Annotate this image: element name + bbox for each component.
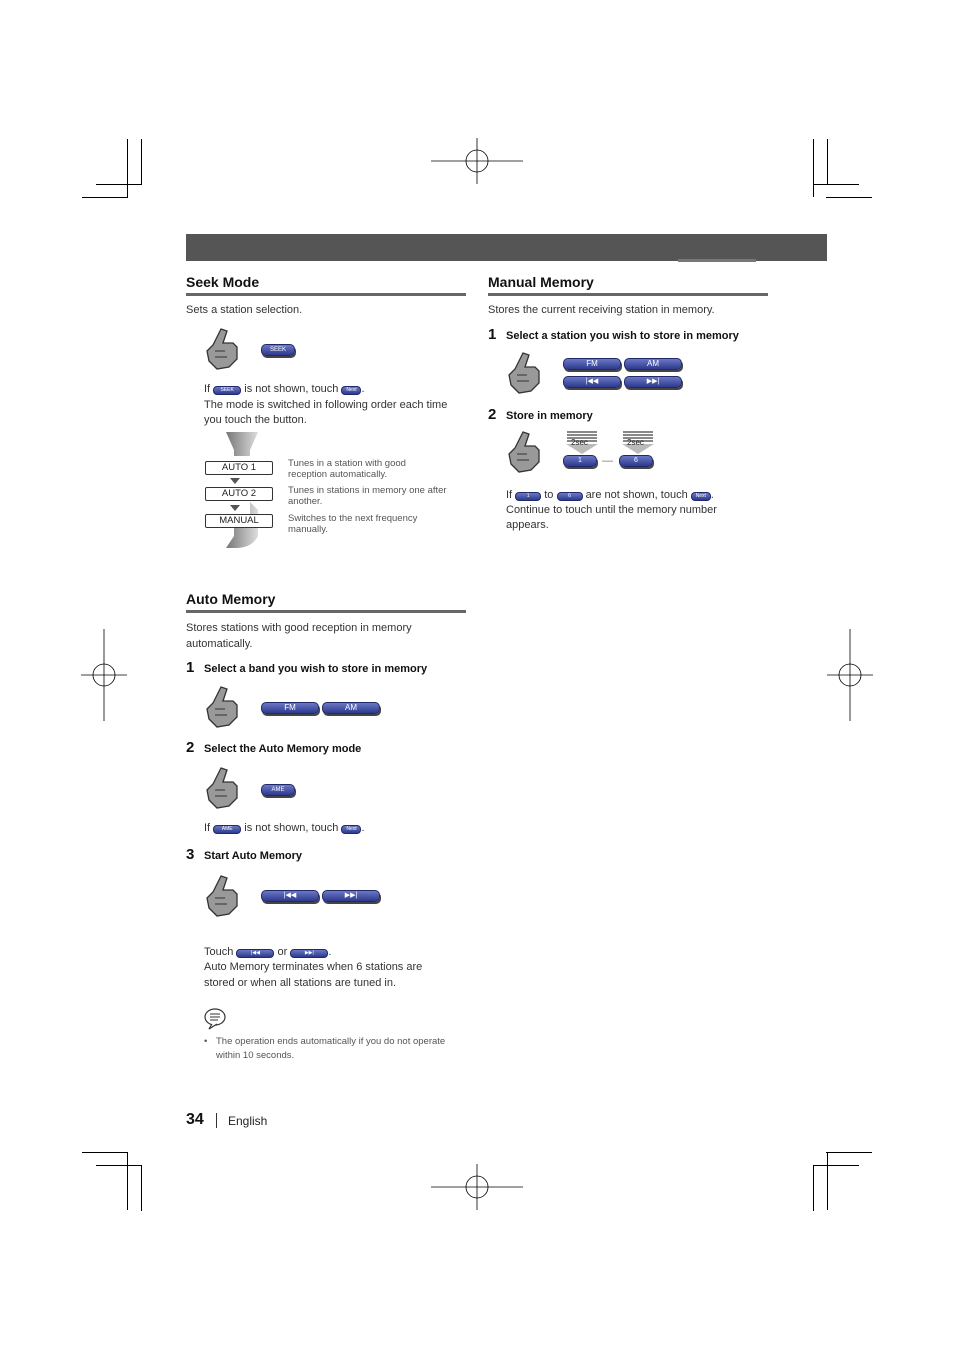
seek-intro: Sets a station selection. [186,304,303,316]
note-text-1: The operation ends automatically if you do not operate [216,1036,446,1047]
to-word: to [544,489,554,501]
not-shown-text: are not shown, touch [585,489,688,501]
prev-mini-button: |◀◀ [236,949,274,958]
next-track-button[interactable]: ▶▶| [624,376,682,388]
auto-intro-2: automatically. [186,638,253,650]
preset-1-button[interactable]: 1 [563,455,597,467]
auto-memory-title: Auto Memory [186,591,276,607]
step-number: 3 [186,846,195,863]
header-bar [186,234,827,261]
fm-button[interactable]: FM [261,702,319,714]
hand-touch-icon [203,874,243,920]
registration-mark [827,629,873,721]
hand-touch-icon [203,327,243,373]
am-button[interactable]: AM [322,702,380,714]
preset-if-line: If 1 to 6 are not shown, touch Next . [506,489,714,501]
seek-mini-button: SEEK [213,386,241,395]
ame-button[interactable]: AME [261,784,295,796]
auto-step1: Select a band you wish to store in memory [204,663,428,675]
auto-rule [186,610,466,613]
seek-rule [186,293,466,296]
hand-touch-icon [203,685,243,731]
crop-mark [96,1165,142,1166]
crop-mark [141,1165,142,1211]
manual-step2: Store in memory [506,410,593,422]
crop-mark [127,1152,128,1210]
hand-touch-icon [505,351,545,397]
crop-mark [813,1165,859,1166]
crop-mark [82,197,128,198]
prev-track-button[interactable]: |◀◀ [261,890,319,902]
next-mini-button: Next [691,492,711,501]
if-word: If [204,383,211,395]
if-word: If [204,822,211,834]
note-icon [204,1008,228,1030]
am-button[interactable]: AM [624,358,682,370]
seek-if-line: If SEEK is not shown, touch Next . [204,383,365,395]
crop-mark [826,197,872,198]
seek-desc-1: The mode is switched in following order each time [204,399,448,411]
seek-mode-title: Seek Mode [186,274,260,290]
crop-mark [827,1152,828,1210]
next-mini-button: Next [341,825,361,834]
down-arrow-icon [230,478,240,484]
page-number: 34 [186,1111,204,1128]
mode-auto2-desc1: Tunes in stations in memory one after [288,485,447,496]
registration-mark [431,138,523,184]
touch-line: Touch |◀◀ or ▶▶| . [204,946,332,958]
note-text-2: within 10 seconds. [216,1050,295,1061]
hold-2sec-label: 2sec [627,438,644,447]
crop-mark [827,139,828,185]
down-arrow-icon [230,505,240,511]
not-shown-text: is not shown, touch [244,822,339,834]
preset-6-button[interactable]: 6 [619,455,653,467]
mode-auto1-desc1: Tunes in a station with good [288,458,406,469]
manual-cont-1: Continue to touch until the memory number [506,504,717,516]
crop-mark [82,1152,128,1153]
step-number: 2 [186,739,195,756]
next-mini-button: ▶▶| [290,949,328,958]
auto-intro-1: Stores stations with good reception in memory [186,622,412,634]
mode-manual-desc2: manually. [288,524,328,535]
manual-cont-2: appears. [506,519,549,531]
crop-mark [813,184,859,185]
step-number: 2 [488,406,497,423]
crop-mark [826,1152,872,1153]
hand-touch-icon [203,766,243,812]
seek-desc-2: you touch the button. [204,414,307,426]
manual-memory-title: Manual Memory [488,274,594,290]
crop-mark [141,139,142,185]
auto-step2: Select the Auto Memory mode [204,743,362,755]
registration-mark [81,629,127,721]
auto-term-2: stored or when all stations are tuned in. [204,977,397,989]
manual-step1: Select a station you wish to store in memory [506,330,739,342]
crop-mark [813,1165,814,1211]
mode-auto2-desc2: another. [288,496,323,507]
manual-intro: Stores the current receiving station in memory. [488,304,715,316]
fm-button[interactable]: FM [563,358,621,370]
footer-language: English [228,1114,268,1128]
hand-touch-icon [505,430,545,476]
ame-if-line: If AME is not shown, touch Next . [204,822,365,834]
hold-2sec-label: 2sec [571,438,588,447]
range-dash: — [602,455,613,467]
crop-mark [96,184,142,185]
ame-mini-button: AME [213,825,241,834]
footer-divider [216,1113,217,1128]
mode-auto1-desc2: reception automatically. [288,469,388,480]
manual-rule [488,293,768,296]
step-number: 1 [186,659,195,676]
not-shown-text: is not shown, touch [244,383,339,395]
mode-manual-desc1: Switches to the next frequency [288,513,418,524]
prev-track-button[interactable]: |◀◀ [563,376,621,388]
preset-1-mini: 1 [515,492,541,501]
mode-manual: MANUAL [205,514,273,528]
auto-term-1: Auto Memory terminates when 6 stations are [204,961,423,973]
registration-mark [431,1164,523,1210]
header-tab [678,259,756,262]
mode-auto2: AUTO 2 [205,487,273,501]
or-word: or [277,946,288,958]
note-bullet: • [204,1036,208,1047]
next-mini-button: Next [341,386,361,395]
preset-6-mini: 6 [557,492,583,501]
mode-auto1: AUTO 1 [205,461,273,475]
if-word: If [506,489,513,501]
crop-mark [127,139,128,197]
auto-step3: Start Auto Memory [204,850,302,862]
step-number: 1 [488,326,497,343]
touch-word: Touch [204,946,234,958]
seek-button[interactable]: SEEK [261,344,295,356]
crop-mark [813,139,814,197]
next-track-button[interactable]: ▶▶| [322,890,380,902]
